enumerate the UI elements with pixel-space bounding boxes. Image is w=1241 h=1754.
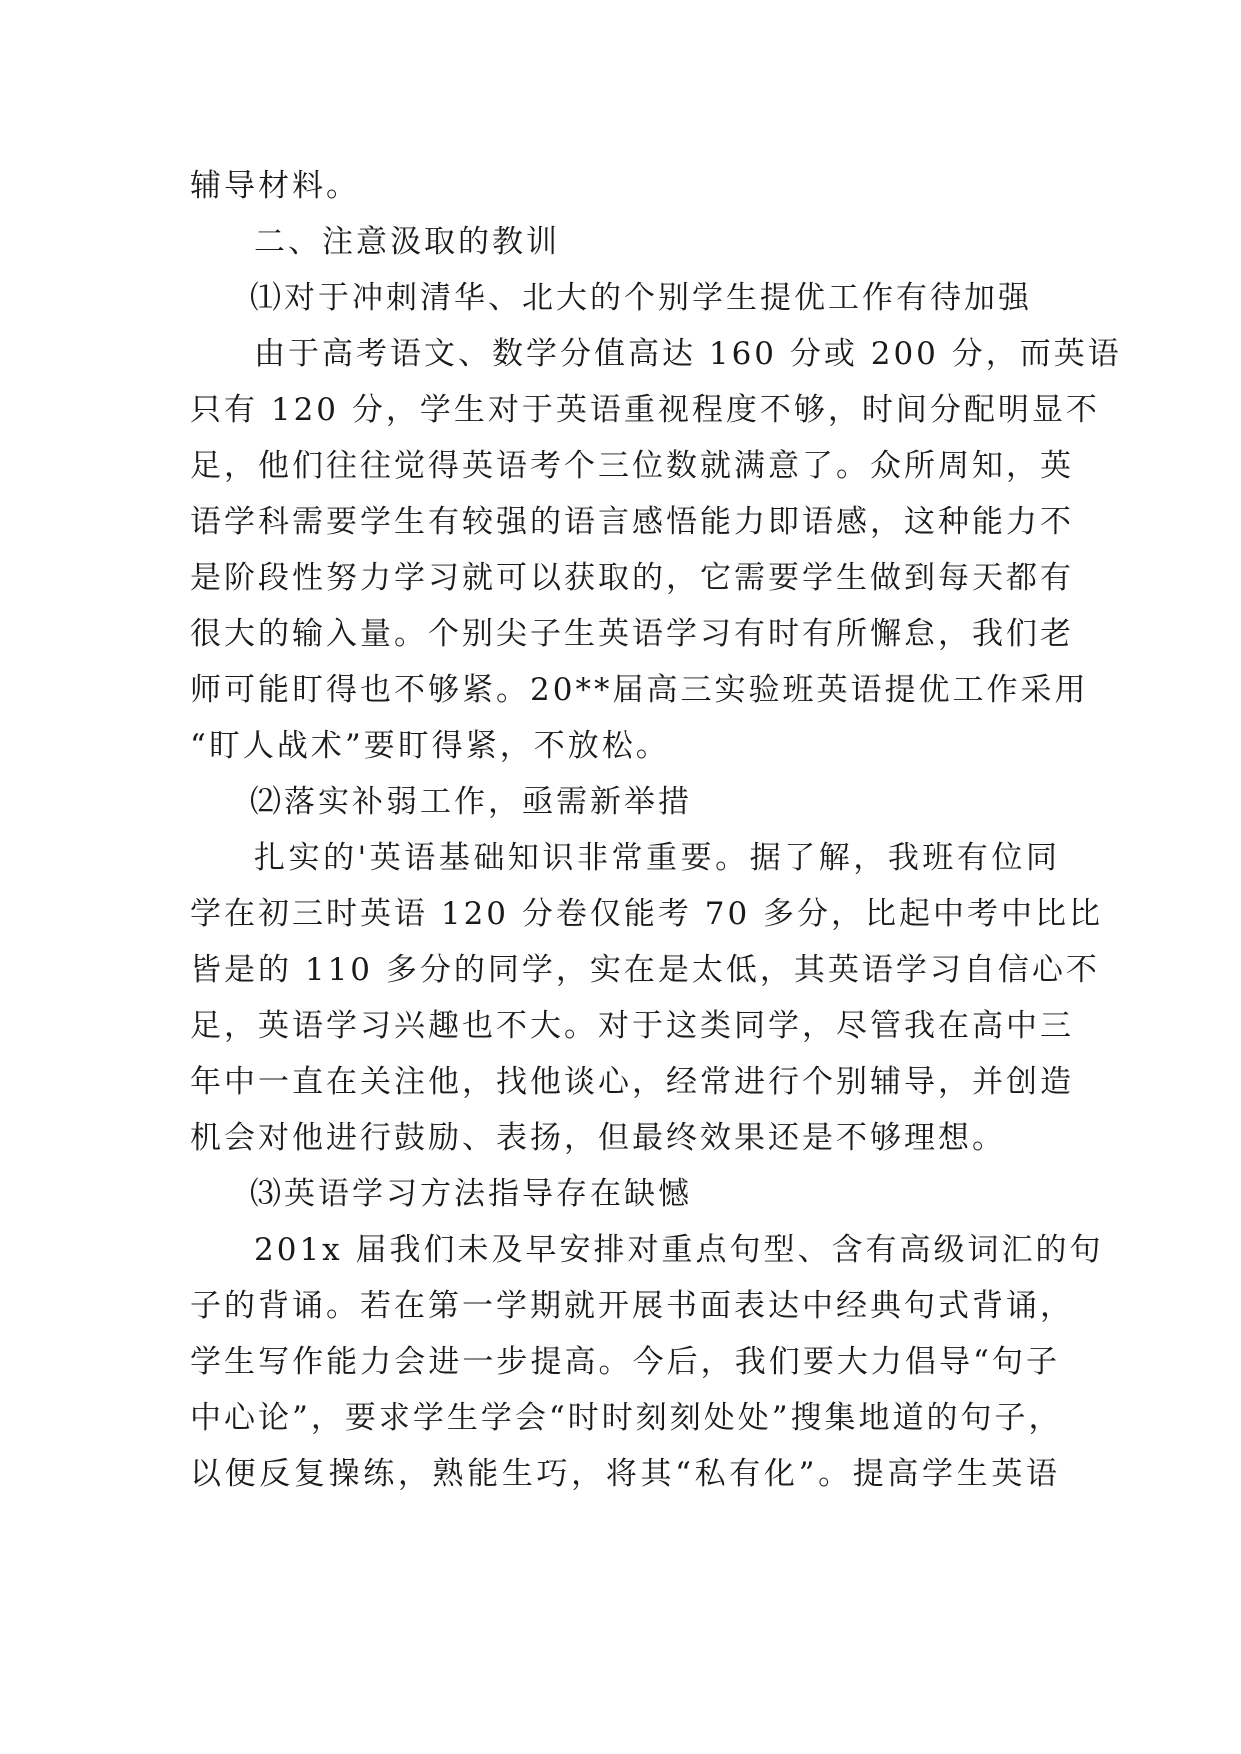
paragraph-line: 足，他们往往觉得英语考个三位数就满意了。众所周知，英 (190, 448, 1074, 484)
paragraph-line: 语学科需要学生有较强的语言感悟能力即语感，这种能力不 (190, 504, 1074, 540)
paragraph-line: 机会对他进行鼓励、表扬，但最终效果还是不够理想。 (190, 1120, 1006, 1156)
paragraph-line: 以便反复操练，熟能生巧，将其“私有化”。提高学生英语 (190, 1456, 1060, 1492)
paragraph-line: 很大的输入量。个别尖子生英语学习有时有所懈怠，我们老 (190, 616, 1074, 652)
paragraph-line: 201x 届我们未及早安排对重点句型、含有高级词汇的句 (254, 1232, 1104, 1268)
paragraph-line: “盯人战术”要盯得紧，不放松。 (190, 728, 670, 764)
document-body (190, 158, 1122, 1502)
subsection-heading: ⑶英语学习方法指导存在缺憾 (250, 1176, 692, 1212)
text-line: 辅导材料。 (190, 168, 360, 204)
paragraph-line: 扎实的'英语基础知识非常重要。据了解，我班有位同 (254, 840, 1060, 876)
paragraph-line: 学生写作能力会进一步提高。今后，我们要大力倡导“句子 (190, 1344, 1060, 1380)
paragraph-line: 学在初三时英语 120 分卷仅能考 70 多分，比起中考中比比 (190, 896, 1104, 932)
paragraph-line: 皆是的 110 多分的同学，实在是太低，其英语学习自信心不 (190, 952, 1100, 988)
subsection-heading: ⑴对于冲刺清华、北大的个别学生提优工作有待加强 (250, 280, 1032, 316)
section-heading: 二、注意汲取的教训 (254, 224, 560, 260)
subsection-heading: ⑵落实补弱工作，亟需新举措 (250, 784, 692, 820)
paragraph-line: 只有 120 分，学生对于英语重视程度不够，时间分配明显不 (190, 392, 1100, 428)
paragraph-line: 子的背诵。若在第一学期就开展书面表达中经典句式背诵， (190, 1288, 1074, 1324)
paragraph-line: 中心论”，要求学生学会“时时刻刻处处”搜集地道的句子， (190, 1400, 1063, 1436)
paragraph-line: 是阶段性努力学习就可以获取的，它需要学生做到每天都有 (190, 560, 1074, 596)
paragraph-line: 师可能盯得也不够紧。20**届高三实验班英语提优工作采用 (190, 672, 1089, 708)
paragraph-line: 年中一直在关注他，找他谈心，经常进行个别辅导，并创造 (190, 1064, 1074, 1100)
paragraph-line: 足，英语学习兴趣也不大。对于这类同学，尽管我在高中三 (190, 1008, 1074, 1044)
paragraph-line: 由于高考语文、数学分值高达 160 分或 200 分，而英语 (254, 336, 1122, 372)
